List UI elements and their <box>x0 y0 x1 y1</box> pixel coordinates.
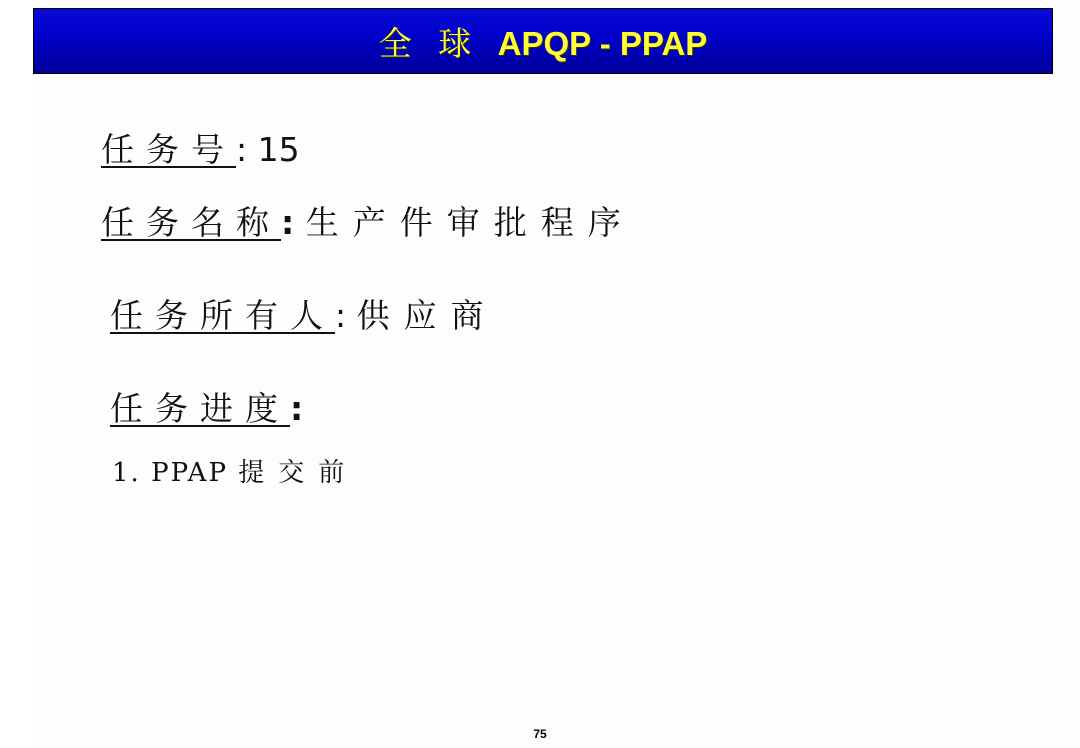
task-owner-colon: : <box>335 296 357 335</box>
task-name-label: 任务名称 <box>101 203 281 242</box>
page-number: 75 <box>533 727 547 741</box>
task-progress-row <box>110 383 303 430</box>
slide-title-en: APQP - PPAP <box>497 24 708 62</box>
task-owner-value: 供应商 <box>356 296 498 335</box>
slide-title-cn: 全 球 <box>378 23 498 63</box>
slide-title <box>379 18 708 65</box>
task-number-row <box>101 124 300 171</box>
task-owner-label: 任务所有人 <box>110 296 335 335</box>
slide-margin <box>0 0 32 748</box>
step-number: 1. <box>112 458 152 488</box>
task-name-colon: : <box>281 203 306 242</box>
task-number-value: 15 <box>257 130 300 169</box>
task-progress-label: 任务进度 <box>110 389 290 428</box>
step-code: PPAP <box>151 458 239 488</box>
progress-step-item <box>112 452 358 489</box>
task-number-colon: : <box>236 130 258 169</box>
task-number-label: 任务号 <box>101 130 236 169</box>
task-name-row <box>101 197 635 244</box>
title-bar <box>33 8 1053 74</box>
task-owner-row <box>110 290 498 337</box>
task-name-value: 生产件审批程序 <box>305 203 635 242</box>
step-text: 提交前 <box>238 458 359 488</box>
task-progress-colon: : <box>290 389 304 428</box>
